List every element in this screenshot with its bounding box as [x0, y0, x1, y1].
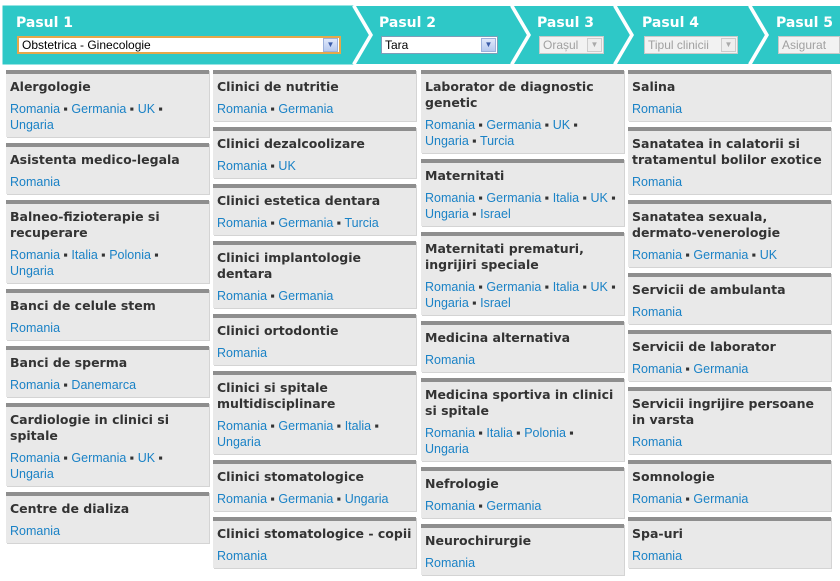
country-link[interactable]: Germania — [486, 280, 542, 294]
country-link[interactable]: Ungaria — [425, 296, 469, 310]
separator-bullet-icon: ▪ — [607, 191, 616, 205]
country-links — [425, 498, 620, 514]
specialty-title: Balneo-fizioterapie si recuperare — [10, 209, 160, 240]
separator-bullet-icon: ▪ — [475, 118, 487, 132]
country-link[interactable]: Turcia — [479, 134, 515, 148]
country-link[interactable]: UK — [137, 451, 156, 465]
separator-bullet-icon: ▪ — [267, 289, 279, 303]
country-link[interactable]: Ungaria — [10, 467, 54, 481]
separator-bullet-icon: ▪ — [579, 191, 591, 205]
specialty-select[interactable] — [17, 36, 341, 54]
specialty-title: Asistenta medico-legala — [10, 152, 180, 167]
country-link[interactable]: Romania — [632, 435, 683, 449]
country-link[interactable]: Romania — [10, 378, 61, 392]
specialty-title: Neurochirurgie — [425, 533, 532, 548]
specialty-title: Clinici implantologie dentara — [217, 250, 361, 281]
country-link[interactable]: Germania — [486, 118, 542, 132]
separator-bullet-icon: ▪ — [475, 280, 487, 294]
specialty-title: Nefrologie — [425, 476, 499, 491]
specialty-card — [628, 70, 831, 121]
separator-bullet-icon: ▪ — [541, 280, 553, 294]
specialty-title: Sanatatea in calatorii si tratamentul bolilor exotice — [632, 136, 822, 167]
country-links — [425, 279, 620, 311]
country-link[interactable]: Romania — [10, 102, 61, 116]
country-link[interactable]: Romania — [632, 248, 683, 262]
country-links — [217, 548, 412, 564]
country-select[interactable] — [381, 36, 498, 54]
country-link[interactable]: Italia — [71, 248, 98, 262]
country-link[interactable]: Israel — [480, 207, 511, 221]
country-links — [425, 555, 620, 571]
specialty-card — [6, 492, 209, 543]
separator-bullet-icon: ▪ — [748, 248, 760, 262]
step-bar-background — [0, 0, 840, 66]
specialty-title: Servicii ingrijire persoane in varsta — [632, 396, 814, 427]
specialty-card — [628, 127, 831, 194]
specialty-card — [6, 70, 209, 137]
specialty-card — [421, 524, 624, 575]
separator-bullet-icon: ▪ — [579, 280, 591, 294]
separator-bullet-icon: ▪ — [468, 207, 481, 221]
specialty-title: Salina — [632, 79, 676, 94]
insurance-select[interactable] — [778, 36, 840, 54]
country-link[interactable]: Romania — [632, 102, 683, 116]
country-links — [217, 491, 412, 507]
country-link[interactable]: Romania — [10, 321, 61, 335]
country-link[interactable]: Ungaria — [10, 118, 54, 132]
separator-bullet-icon: ▪ — [267, 159, 279, 173]
country-link[interactable]: Romania — [10, 524, 61, 538]
specialty-title: Servicii de laborator — [632, 339, 776, 354]
country-link[interactable]: Israel — [480, 296, 511, 310]
country-link[interactable]: UK — [759, 248, 778, 262]
country-link[interactable]: Romania — [425, 191, 476, 205]
country-link[interactable]: Romania — [425, 556, 476, 570]
specialty-card — [213, 70, 416, 121]
specialty-column-2 — [213, 70, 416, 574]
specialty-card — [628, 330, 831, 381]
separator-bullet-icon: ▪ — [126, 102, 138, 116]
country-link[interactable]: Romania — [632, 549, 683, 563]
country-link[interactable]: Romania — [217, 419, 268, 433]
specialty-title: Clinici ortodontie — [217, 323, 339, 338]
specialty-card — [6, 403, 209, 486]
specialty-card — [6, 289, 209, 340]
separator-bullet-icon: ▪ — [60, 378, 72, 392]
separator-bullet-icon: ▪ — [468, 296, 481, 310]
city-select[interactable] — [539, 36, 604, 54]
specialty-title: Laborator de diagnostic genetic — [425, 79, 594, 110]
country-links — [632, 434, 827, 450]
separator-bullet-icon: ▪ — [333, 216, 345, 230]
specialty-title: Banci de sperma — [10, 355, 128, 370]
country-links — [632, 247, 827, 263]
specialty-card — [213, 184, 416, 235]
country-link[interactable]: Germania — [278, 419, 334, 433]
separator-bullet-icon: ▪ — [267, 492, 279, 506]
country-link[interactable]: Romania — [425, 353, 476, 367]
country-link[interactable]: Germania — [278, 216, 334, 230]
country-link[interactable]: Italia — [486, 426, 513, 440]
specialty-title: Banci de celule stem — [10, 298, 156, 313]
specialty-column-3 — [421, 70, 624, 581]
country-link[interactable]: UK — [590, 280, 608, 294]
country-link[interactable]: Romania — [217, 159, 268, 173]
specialty-title: Maternitati prematuri, ingrijiri speciale — [425, 241, 584, 272]
country-link[interactable]: Germania — [71, 451, 127, 465]
country-link[interactable]: UK — [590, 191, 608, 205]
country-link[interactable]: Ungaria — [425, 442, 469, 456]
country-links — [632, 491, 827, 507]
specialty-card — [6, 143, 209, 194]
specialty-card — [421, 159, 624, 226]
country-link[interactable]: Italia — [552, 191, 580, 205]
step-5-title: Pasul 5 — [776, 15, 834, 31]
separator-bullet-icon: ▪ — [541, 191, 553, 205]
country-link[interactable]: Romania — [10, 451, 61, 465]
step-1-title: Pasul 1 — [16, 15, 74, 31]
separator-bullet-icon: ▪ — [60, 451, 72, 465]
separator-bullet-icon: ▪ — [333, 419, 345, 433]
country-link[interactable]: Romania — [632, 362, 683, 376]
separator-bullet-icon: ▪ — [475, 426, 487, 440]
separator-bullet-icon: ▪ — [682, 362, 694, 376]
separator-bullet-icon: ▪ — [150, 248, 159, 262]
country-link[interactable]: Romania — [217, 549, 268, 563]
specialty-column-4 — [628, 70, 831, 574]
specialty-card — [6, 200, 209, 283]
chevron-down-icon: ▼ — [721, 38, 736, 52]
country-link[interactable]: Ungaria — [425, 207, 469, 221]
clinic-type-select[interactable] — [644, 36, 738, 54]
separator-bullet-icon: ▪ — [512, 426, 525, 440]
specialty-card — [421, 70, 624, 153]
country-links — [217, 418, 412, 450]
step-4-title: Pasul 4 — [642, 15, 700, 31]
country-links — [632, 361, 827, 377]
specialty-card — [421, 232, 624, 315]
separator-bullet-icon: ▪ — [682, 248, 694, 262]
specialty-select-value: Obstetrica - Ginecologie — [22, 38, 151, 52]
separator-bullet-icon: ▪ — [565, 426, 574, 440]
country-links — [217, 158, 412, 174]
country-links — [10, 450, 205, 482]
chevron-down-icon[interactable]: ▼ — [481, 38, 496, 52]
country-links — [632, 548, 827, 564]
specialty-title: Spa-uri — [632, 526, 683, 541]
clinic-type-select-value: Tipul clinicii — [648, 38, 709, 52]
separator-bullet-icon: ▪ — [468, 134, 480, 148]
country-links — [10, 247, 205, 279]
step-wizard-bar — [0, 0, 840, 66]
country-link[interactable]: Germania — [71, 102, 127, 116]
insurance-select-value: Asigurat — [782, 38, 827, 52]
country-link[interactable]: Ungaria — [10, 264, 54, 278]
specialty-card — [421, 467, 624, 518]
country-links — [217, 215, 412, 231]
country-link[interactable]: Romania — [217, 346, 268, 360]
country-select-value: Tara — [385, 38, 409, 52]
country-link[interactable]: Germania — [693, 362, 749, 376]
specialty-title: Clinici stomatologice - copii — [217, 526, 412, 541]
specialty-title: Servicii de ambulanta — [632, 282, 786, 297]
country-links — [10, 174, 205, 190]
specialty-card — [421, 321, 624, 372]
country-link[interactable]: Ungaria — [217, 435, 261, 449]
country-links — [425, 352, 620, 368]
country-link[interactable]: Romania — [425, 426, 476, 440]
specialty-card — [628, 460, 831, 511]
specialty-title: Clinici dezalcoolizare — [217, 136, 365, 151]
separator-bullet-icon: ▪ — [333, 492, 345, 506]
separator-bullet-icon: ▪ — [267, 216, 279, 230]
country-link[interactable]: Romania — [217, 289, 268, 303]
country-link[interactable]: Polonia — [109, 248, 151, 262]
separator-bullet-icon: ▪ — [60, 248, 72, 262]
country-links — [10, 523, 205, 539]
separator-bullet-icon: ▪ — [475, 191, 487, 205]
separator-bullet-icon: ▪ — [541, 118, 553, 132]
country-link[interactable]: Ungaria — [425, 134, 469, 148]
separator-bullet-icon: ▪ — [267, 102, 279, 116]
country-link[interactable]: Ungaria — [344, 492, 389, 506]
country-link[interactable]: UK — [278, 159, 296, 173]
country-links — [425, 190, 620, 222]
specialty-title: Clinici estetica dentara — [217, 193, 381, 208]
country-links — [217, 345, 412, 361]
specialty-card — [628, 387, 831, 454]
separator-bullet-icon: ▪ — [475, 499, 487, 513]
country-link[interactable]: Germania — [486, 499, 542, 513]
country-links — [632, 101, 827, 117]
country-link[interactable]: UK — [552, 118, 571, 132]
separator-bullet-icon: ▪ — [155, 451, 163, 465]
separator-bullet-icon: ▪ — [97, 248, 110, 262]
country-link[interactable]: Turcia — [344, 216, 379, 230]
country-links — [217, 101, 412, 117]
country-link[interactable]: Germania — [278, 289, 334, 303]
country-link[interactable]: Polonia — [524, 426, 566, 440]
specialty-title: Clinici si spitale multidisciplinare — [217, 380, 336, 411]
specialty-title: Maternitati — [425, 168, 505, 183]
country-link[interactable]: Germania — [486, 191, 542, 205]
separator-bullet-icon: ▪ — [60, 102, 72, 116]
specialty-card — [628, 200, 831, 267]
specialty-card — [213, 517, 416, 568]
specialty-card — [628, 517, 831, 568]
country-link[interactable]: Romania — [425, 499, 476, 513]
country-link[interactable]: Germania — [278, 102, 334, 116]
step-3-title: Pasul 3 — [537, 15, 595, 31]
country-links — [10, 320, 205, 336]
separator-bullet-icon: ▪ — [682, 492, 694, 506]
chevron-down-icon: ▼ — [587, 38, 602, 52]
country-link[interactable]: Danemarca — [71, 378, 137, 392]
specialty-card — [213, 371, 416, 454]
specialty-title: Cardiologie in clinici si spitale — [10, 412, 169, 443]
step-2-title: Pasul 2 — [379, 15, 437, 31]
country-link[interactable]: Romania — [425, 280, 476, 294]
specialty-column-1 — [6, 70, 209, 549]
separator-bullet-icon: ▪ — [607, 280, 616, 294]
country-link[interactable]: Romania — [425, 118, 476, 132]
specialty-card — [213, 127, 416, 178]
specialty-card — [213, 460, 416, 511]
country-link[interactable]: Romania — [10, 248, 61, 262]
country-link[interactable]: Germania — [278, 492, 334, 506]
separator-bullet-icon: ▪ — [155, 102, 163, 116]
specialty-title: Alergologie — [10, 79, 91, 94]
specialty-title: Centre de dializa — [10, 501, 130, 516]
country-links — [632, 304, 827, 320]
country-links — [10, 101, 205, 133]
country-links — [425, 117, 620, 149]
specialty-card — [213, 314, 416, 365]
separator-bullet-icon: ▪ — [371, 419, 380, 433]
country-links — [10, 377, 205, 393]
specialty-title: Clinici de nutritie — [217, 79, 339, 94]
specialty-card — [421, 378, 624, 461]
country-links — [425, 425, 620, 457]
specialty-card — [628, 273, 831, 324]
country-link[interactable]: Romania — [217, 102, 268, 116]
country-link[interactable]: Romania — [10, 175, 61, 189]
country-link[interactable]: Italia — [344, 419, 372, 433]
city-select-value: Orașul — [543, 38, 579, 52]
country-link[interactable]: Romania — [217, 492, 268, 506]
country-link[interactable]: Romania — [217, 216, 268, 230]
specialty-title: Somnologie — [632, 469, 715, 484]
specialty-title: Medicina sportiva in clinici si spitale — [425, 387, 614, 418]
country-link[interactable]: Italia — [552, 280, 580, 294]
separator-bullet-icon: ▪ — [267, 419, 279, 433]
country-links — [217, 288, 412, 304]
specialty-card — [213, 241, 416, 308]
country-link[interactable]: Romania — [632, 175, 683, 189]
specialty-title: Medicina alternativa — [425, 330, 571, 345]
specialty-card — [6, 346, 209, 397]
country-link[interactable]: Germania — [693, 248, 749, 262]
chevron-down-icon[interactable]: ▼ — [323, 38, 338, 52]
country-link[interactable]: Germania — [693, 492, 749, 506]
country-link[interactable]: Romania — [632, 305, 683, 319]
country-links — [632, 174, 827, 190]
country-link[interactable]: UK — [137, 102, 156, 116]
separator-bullet-icon: ▪ — [570, 118, 578, 132]
specialty-title: Sanatatea sexuala, dermato-venerologie — [632, 209, 781, 240]
specialty-title: Clinici stomatologice — [217, 469, 364, 484]
separator-bullet-icon: ▪ — [126, 451, 138, 465]
country-link[interactable]: Romania — [632, 492, 683, 506]
